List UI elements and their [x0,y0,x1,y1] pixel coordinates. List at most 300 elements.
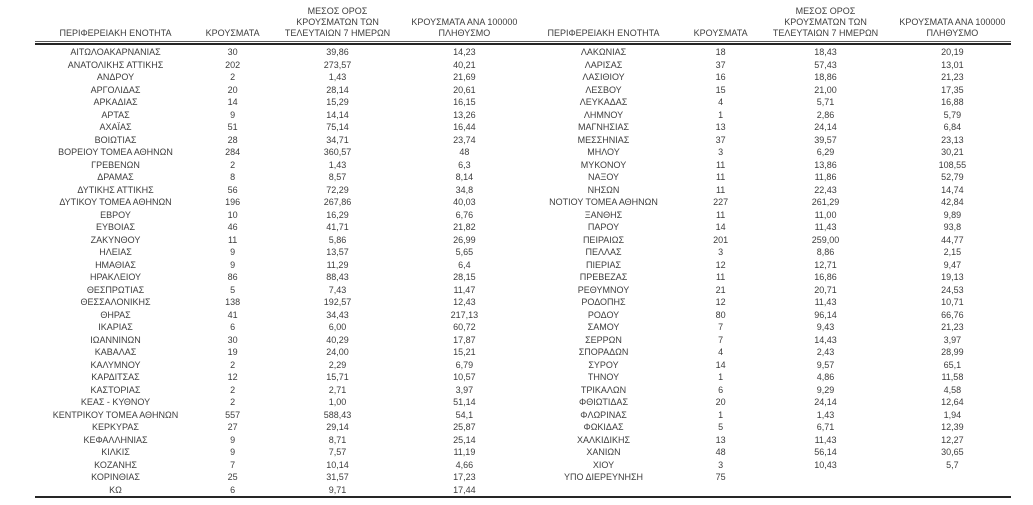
per100k-cell [894,471,1011,484]
header-avg7 [269,6,406,39]
table-row [523,134,1011,147]
header-per100k-line2: ΠΛΗΘΥΣΜΟ [438,28,491,38]
per100k-cell: 9,89 [943,209,962,220]
per100k-cell: 5,65 [455,247,474,257]
table-row [523,59,1011,72]
avg7-cell: 24,14 [814,397,837,407]
table-row [523,46,1011,59]
avg7-cell: 29,14 [326,422,349,432]
region-cell: ΝΑΞΟΥ [587,172,620,182]
cases-cell: 11 [715,272,726,282]
cases-cell: 30 [227,334,238,345]
per100k-cell: 21,69 [453,72,476,82]
avg7-cell: 16,29 [326,209,349,220]
per100k-cell: 12,64 [941,397,964,407]
per100k-cell: 48 [459,147,470,157]
avg7-cell: 14,43 [814,334,837,345]
per100k-cell: 44,77 [941,234,964,245]
region-cell: ΖΑΚΥΝΘΟΥ [90,234,141,245]
avg7-cell: 6,71 [816,422,835,432]
region-cell: ΙΚΑΡΙΑΣ [98,322,133,332]
cases-cell: 6 [230,484,236,495]
per100k-cell: 23,74 [453,134,476,145]
avg7-cell: 34,71 [326,134,349,145]
region-cell: ΕΒΡΟΥ [100,209,131,220]
per100k-cell: 8,14 [455,172,474,182]
region-cell: ΓΡΕΒΕΝΩΝ [91,159,140,170]
table-row [35,484,523,497]
avg7-cell: 11,43 [814,297,837,307]
table-row [35,134,523,147]
per100k-cell: 6,84 [943,122,962,132]
table-row [523,421,1011,434]
cases-cell: 11 [715,159,726,170]
region-cell: ΛΕΣΒΟΥ [585,84,622,95]
per100k-cell: 1,94 [943,409,962,420]
per100k-cell: 21,23 [941,322,964,332]
per100k-cell: 6,79 [455,359,474,370]
per100k-cell: 23,13 [941,134,964,145]
region-cell: ΚΕΦΑΛΛΗΝΙΑΣ [83,434,148,445]
table-row [523,334,1011,347]
avg7-cell: 75,14 [326,122,349,132]
avg7-cell: 14,14 [326,109,349,120]
table-row [35,184,523,197]
table-row [523,371,1011,384]
per100k-cell: 28,15 [453,272,476,282]
region-cell: ΚΑΣΤΟΡΙΑΣ [90,384,141,395]
per100k-cell: 66,76 [941,309,964,320]
region-cell: ΚΑΡΔΙΤΣΑΣ [91,372,140,382]
avg7-cell: 31,57 [326,472,349,482]
cases-cell: 12 [715,259,726,270]
per100k-cell: 16,15 [453,97,476,107]
region-cell: ΣΥΡΟΥ [588,359,619,370]
per100k-cell: 93,8 [943,222,962,232]
per100k-cell: 217,13 [450,309,479,320]
avg7-cell: 360,57 [323,147,352,157]
region-cell: ΜΑΓΝΗΣΙΑΣ [577,122,630,132]
table-row [35,234,523,247]
region-cell: ΚΟΖΑΝΗΣ [94,459,137,470]
per100k-cell: 17,87 [453,334,476,345]
region-cell: ΑΡΤΑΣ [101,109,130,120]
cases-cell: 14 [227,97,238,107]
table-row [35,471,523,484]
region-cell: ΘΕΣΣΑΛΟΝΙΚΗΣ [80,297,151,307]
table-row [523,146,1011,159]
header-region: ΠΕΡΙΦΕΡΕΙΑΚΗ ΕΝΟΤΗΤΑ [59,28,172,38]
cases-cell: 138 [225,297,241,307]
table-row [523,284,1011,297]
header-avg7-line2: ΚΡΟΥΣΜΑΤΩΝ ΤΩΝ [784,17,867,27]
per100k-cell: 9,47 [943,259,962,270]
header-avg7-line1: ΜΕΣΟΣ ΟΡΟΣ [307,6,368,16]
table-row [523,396,1011,409]
table-row [523,384,1011,397]
cases-cell: 75 [715,472,726,482]
per100k-cell: 21,82 [453,222,476,232]
cases-cell: 11 [715,209,726,220]
table-row [35,284,523,297]
region-cell: ΣΕΡΡΩΝ [585,334,622,345]
table-row [35,296,523,309]
avg7-cell: 9,43 [816,322,835,332]
table-row [523,71,1011,84]
header-avg7 [757,6,894,39]
per100k-cell: 14,74 [941,184,964,195]
region-cell: ΛΑΣΙΘΙΟΥ [582,72,625,82]
table-row [35,459,523,472]
per100k-cell: 34,8 [455,184,474,195]
region-cell: ΧΙΟΥ [592,459,615,470]
table-row [35,434,523,447]
region-cell: ΠΡΕΒΕΖΑΣ [579,272,628,282]
cases-cell: 12 [715,297,726,307]
avg7-cell: 22,43 [814,184,837,195]
region-cell: ΙΩΑΝΝΙΝΩΝ [90,334,141,345]
avg7-cell: 8,71 [328,434,347,445]
per100k-cell: 2,15 [943,247,962,257]
avg7-cell: 8,86 [816,247,835,257]
cases-cell: 196 [225,197,241,207]
table-row [35,121,523,134]
cases-cell: 9 [230,447,236,457]
avg7-cell: 259,00 [811,234,840,245]
cases-cell: 86 [227,272,238,282]
per100k-cell: 26,99 [453,234,476,245]
per100k-cell: 10,71 [941,297,964,307]
table-row [523,121,1011,134]
cases-cell: 7 [230,459,236,470]
per100k-cell: 20,61 [453,84,476,95]
cases-cell: 2 [230,397,236,407]
per100k-cell: 17,35 [941,84,964,95]
table-row [35,346,523,359]
table-row [523,434,1011,447]
table-row [35,421,523,434]
per100k-cell: 28,99 [941,347,964,357]
table-row [35,96,523,109]
table-row [35,371,523,384]
table-header [35,6,1011,42]
table-row [523,346,1011,359]
avg7-cell: 1,43 [816,409,835,420]
avg7-cell: 9,71 [328,484,347,495]
cases-cell: 56 [227,184,238,195]
cases-cell: 227 [713,197,729,207]
avg7-cell: 7,57 [328,447,347,457]
table-row [523,159,1011,172]
table-row [523,209,1011,222]
cases-cell: 21 [715,284,726,295]
region-cell: ΜΗΛΟΥ [587,147,620,157]
avg7-cell: 39,86 [326,47,349,57]
cases-cell: 557 [225,409,241,420]
cases-cell: 41 [227,309,238,320]
region-cell: ΘΕΣΠΡΩΤΙΑΣ [86,284,145,295]
avg7-cell: 18,86 [814,72,837,82]
cases-cell: 6 [230,322,236,332]
region-cell: ΠΕΙΡΑΙΩΣ [582,234,625,245]
table-row [35,209,523,222]
per100k-cell: 11,58 [941,372,964,382]
region-cell: ΚΩ [109,484,122,495]
avg7-cell: 57,43 [814,59,837,70]
cases-cell: 1 [718,409,724,420]
region-cell: ΡΕΘΥΜΝΟΥ [577,284,630,295]
table-row [35,221,523,234]
per100k-cell: 20,19 [941,47,964,57]
table-row [523,234,1011,247]
cases-cell: 2 [230,359,236,370]
region-cell: ΚΑΒΑΛΑΣ [94,347,137,357]
cases-cell: 7 [718,322,724,332]
avg7-cell: 15,29 [326,97,349,107]
table-row [523,309,1011,322]
header-avg7-line1: ΜΕΣΟΣ ΟΡΟΣ [795,6,856,16]
cases-cell: 11 [715,172,726,182]
table-row [35,409,523,422]
avg7-cell: 1,00 [328,397,347,407]
table-row [523,459,1011,472]
avg7-cell: 28,14 [326,84,349,95]
table-row [35,309,523,322]
region-cell: ΝΟΤΙΟΥ ΤΟΜΕΑ ΑΘΗΝΩΝ [549,197,658,207]
table-row [35,271,523,284]
per100k-cell: 19,13 [941,272,964,282]
region-cell: ΒΟΙΩΤΙΑΣ [94,134,137,145]
cases-cell: 37 [715,59,726,70]
region-cell: ΡΟΔΟΥ [587,309,620,320]
table-row [523,471,1011,484]
cases-cell: 3 [718,459,724,470]
region-cell: ΚΑΛΥΜΝΟΥ [90,359,141,370]
per100k-cell: 24,53 [941,284,964,295]
per100k-cell: 11,19 [453,447,476,457]
region-cell: ΕΥΒΟΙΑΣ [95,222,136,232]
per100k-cell: 30,65 [941,447,964,457]
cases-cell: 5 [718,422,724,432]
avg7-cell: 96,14 [814,309,837,320]
region-cell: ΥΠΟ ΔΙΕΡΕΥΝΗΣΗ [563,472,644,482]
cases-cell: 51 [227,122,238,132]
table-row [35,246,523,259]
avg7-cell: 1,43 [328,159,347,170]
cases-cell: 4 [718,347,724,357]
per100k-cell: 30,21 [941,147,964,157]
avg7-cell: 9,57 [816,359,835,370]
cases-cell: 27 [227,422,238,432]
region-cell: ΝΗΣΩΝ [587,184,620,195]
cases-cell: 1 [718,372,724,382]
per100k-cell: 12,39 [941,422,964,432]
table-row [35,334,523,347]
avg7-cell: 34,43 [326,309,349,320]
avg7-cell: 2,43 [816,347,835,357]
avg7-cell: 6,29 [816,147,835,157]
cases-cell: 30 [227,47,238,57]
table-row [523,196,1011,209]
region-cell: ΔΥΤΙΚΟΥ ΤΟΜΕΑ ΑΘΗΝΩΝ [59,197,172,207]
region-cell: ΛΑΡΙΣΑΣ [584,59,623,70]
header-avg7-line2: ΚΡΟΥΣΜΑΤΩΝ ΤΩΝ [296,17,379,27]
avg7-cell: 11,86 [814,172,837,182]
region-cell: ΗΛΕΙΑΣ [99,247,132,257]
per100k-cell: 25,14 [453,434,476,445]
avg7-cell: 261,29 [811,197,840,207]
per100k-cell: 6,4 [458,259,471,270]
header-per100k-line1: ΚΡΟΥΣΜΑΤΑ ΑΝΑ 100000 [411,17,518,27]
cases-cell: 6 [718,384,724,395]
region-cell: ΑΝΑΤΟΛΙΚΗΣ ΑΤΤΙΚΗΣ [67,59,164,70]
table-row [523,321,1011,334]
per100k-cell: 54,1 [455,409,474,420]
per100k-cell: 52,79 [941,172,964,182]
cases-cell: 12 [227,372,238,382]
avg7-cell: 18,43 [814,47,837,57]
avg7-cell: 273,57 [323,59,352,70]
region-cell: ΤΡΙΚΑΛΩΝ [580,384,627,395]
per100k-cell: 51,14 [453,397,476,407]
table-header-left [35,6,523,39]
region-cell: ΑΡΓΟΛΙΔΑΣ [90,84,141,95]
region-cell: ΧΑΝΙΩΝ [586,447,621,457]
cases-cell: 9 [230,109,236,120]
table-row [35,384,523,397]
bottom-thick-rule [35,496,1011,498]
cases-cell: 9 [230,247,236,257]
table-row [35,46,523,59]
avg7-cell: 588,43 [323,409,352,420]
region-cell: ΠΑΡΟΥ [587,222,620,232]
cases-cell: 18 [715,47,726,57]
avg7-cell: 9,29 [816,384,835,395]
table-row [35,159,523,172]
per100k-cell: 12,43 [453,297,476,307]
cases-cell: 25 [227,472,238,482]
table-row [523,296,1011,309]
per100k-cell: 3,97 [943,334,962,345]
per100k-cell: 65,1 [943,359,962,370]
avg7-cell: 4,86 [816,372,835,382]
cases-cell: 20 [715,397,726,407]
avg7-cell: 5,71 [816,97,835,107]
region-cell: ΠΙΕΡΙΑΣ [585,259,622,270]
table-row [35,359,523,372]
avg7-cell: 267,86 [323,197,352,207]
cases-cell: 19 [227,347,238,357]
per100k-cell: 6,3 [458,159,471,170]
avg7-cell: 2,86 [816,109,835,120]
cases-cell: 2 [230,72,236,82]
header-per100k-line1: ΚΡΟΥΣΜΑΤΑ ΑΝΑ 100000 [899,17,1006,27]
cases-cell: 11 [715,184,726,195]
per100k-cell: 5,7 [946,459,959,470]
avg7-cell: 72,29 [326,184,349,195]
table-row [523,171,1011,184]
header-cases: ΚΡΟΥΣΜΑΤΑ [693,28,748,38]
per100k-cell: 10,57 [453,372,476,382]
header-avg7-line3: ΤΕΛΕΥΤΑΙΩΝ 7 ΗΜΕΡΩΝ [772,28,879,38]
cases-cell: 46 [227,222,238,232]
region-cell: ΑΙΤΩΛΟΑΚΑΡΝΑΝΙΑΣ [70,47,161,57]
table-row [523,259,1011,272]
region-cell: ΛΗΜΝΟΥ [583,109,624,120]
per100k-cell: 108,55 [938,159,967,170]
per100k-cell: 40,21 [453,59,476,70]
table-row [35,71,523,84]
cases-cell: 9 [230,434,236,445]
per100k-cell: 13,26 [453,109,476,120]
per100k-cell: 4,66 [455,459,474,470]
per100k-cell: 3,97 [455,384,474,395]
region-cell: ΜΥΚΟΝΟΥ [580,159,627,170]
avg7-cell [757,471,894,484]
cases-cell: 10 [227,209,238,220]
regional-cases-report-table [35,6,1011,498]
region-cell: ΞΑΝΘΗΣ [584,209,623,220]
region-cell: ΚΕΝΤΡΙΚΟΥ ΤΟΜΕΑ ΑΘΗΝΩΝ [52,409,179,420]
avg7-cell: 10,14 [326,459,349,470]
table-row [35,446,523,459]
cases-cell: 28 [227,134,238,145]
region-cell: ΘΗΡΑΣ [100,309,131,320]
per100k-cell: 4,58 [943,384,962,395]
table-row [35,171,523,184]
avg7-cell: 10,43 [814,459,837,470]
avg7-cell: 11,00 [814,209,837,220]
avg7-cell: 41,71 [326,222,349,232]
region-cell: ΤΗΝΟΥ [587,372,620,382]
region-cell: ΚΙΛΚΙΣ [101,447,130,457]
avg7-cell: 12,71 [814,259,837,270]
region-cell: ΣΠΟΡΑΔΩΝ [578,347,629,357]
per100k-cell: 13,01 [941,59,964,70]
table-row [523,246,1011,259]
header-avg7-line3: ΤΕΛΕΥΤΑΙΩΝ 7 ΗΜΕΡΩΝ [284,28,391,38]
avg7-cell: 11,29 [326,259,349,270]
cases-cell: 14 [715,222,726,232]
table-row [35,259,523,272]
avg7-cell: 8,57 [328,172,347,182]
avg7-cell: 20,71 [814,284,837,295]
avg7-cell: 11,43 [814,434,837,445]
avg7-cell: 16,86 [814,272,837,282]
table-row [35,196,523,209]
cases-cell: 2 [230,159,236,170]
table-row [523,271,1011,284]
table-row [523,446,1011,459]
table-row [35,109,523,122]
avg7-cell: 6,00 [328,322,347,332]
header-per100k [894,17,1011,39]
avg7-cell: 2,71 [328,384,347,395]
per100k-cell: 14,23 [453,47,476,57]
per100k-cell: 42,84 [941,197,964,207]
region-cell: ΛΕΥΚΑΔΑΣ [579,97,628,107]
region-cell: ΡΟΔΟΠΗΣ [581,297,626,307]
region-cell: ΚΕΑΣ - ΚΥΘΝΟΥ [80,397,151,407]
cases-cell: 8 [230,172,236,182]
avg7-cell: 1,43 [328,72,347,82]
cases-cell: 37 [715,134,726,145]
avg7-cell: 13,57 [326,247,349,257]
avg7-cell: 24,14 [814,122,837,132]
header-per100k [406,17,523,39]
region-cell: ΛΑΚΩΝΙΑΣ [580,47,627,57]
per100k-cell: 60,72 [453,322,476,332]
